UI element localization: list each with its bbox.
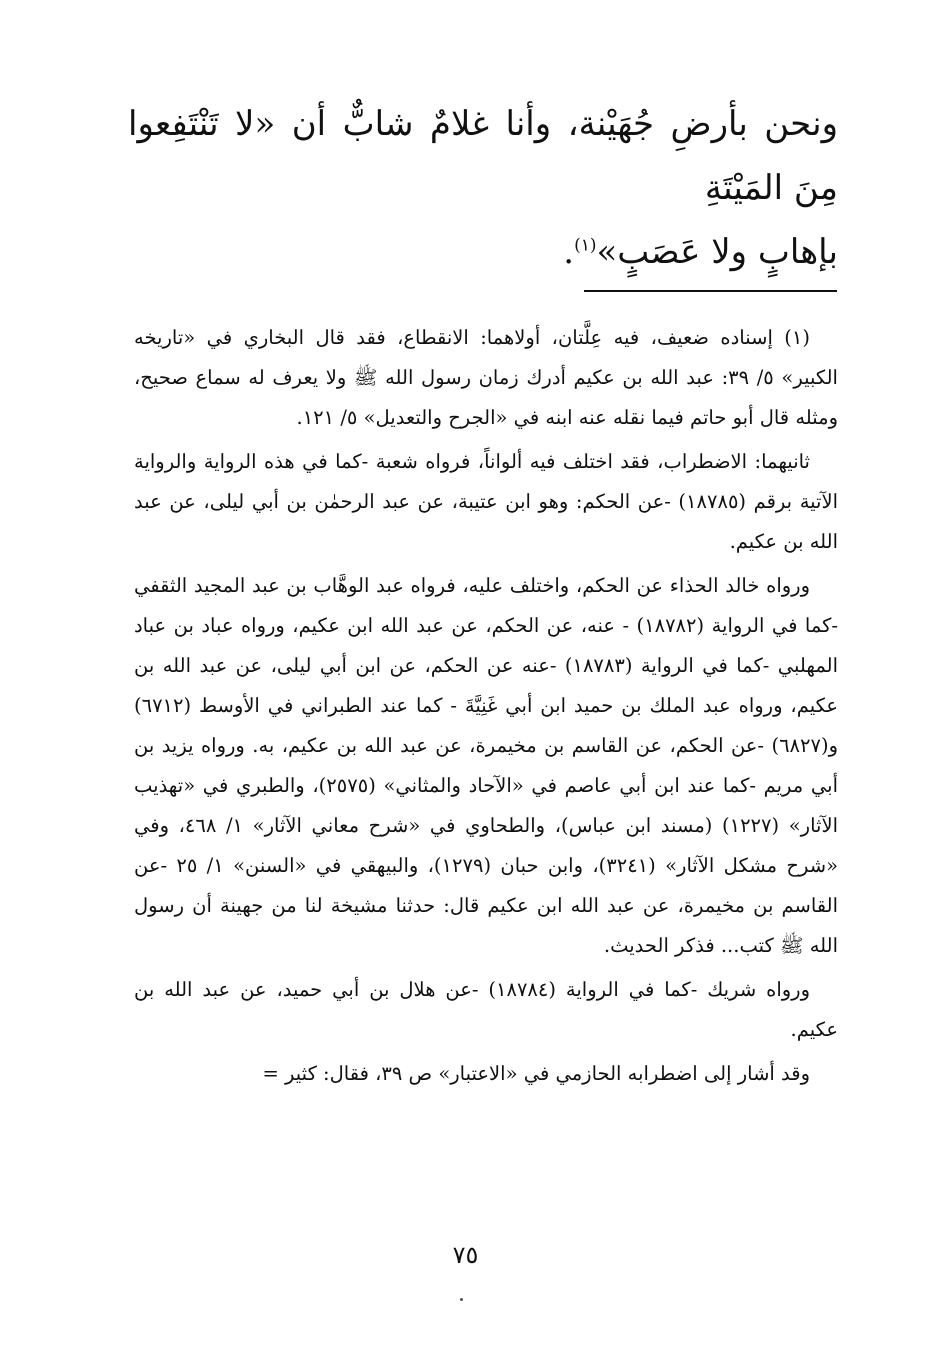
- scan-speck: [460, 1298, 463, 1301]
- page-number: ٧٥: [452, 1241, 479, 1269]
- main-text-line-2-content: بإهابٍ ولا عَصَبٍ»: [596, 232, 838, 272]
- footnote-paragraph-4: ورواه شريك -كما في الرواية (١٨٧٨٤) -عن هلال بن أبي حميد، عن عبد الله بن عكيم.: [134, 978, 838, 1041]
- footnote-separator-rule: [584, 290, 837, 292]
- main-text-line-1: ونحن بأرضِ جُهَيْنة، وأنا غلامٌ شابٌّ أن «لا تَنْتَفِعوا مِنَ المَيْتَةِ: [128, 104, 838, 208]
- footnote-paragraph-2: ثانيهما: الاضطراب، فقد اختلف فيه ألواناً، فرواه شعبة -كما في هذه الرواية والرواية الآتية برقم (١٨٧٨٥) -عن الحكم: وهو ابن عتيبة، عن عبد الرحمٰن بن أبي ليلى، عن عبد الله بن عكيم.: [134, 450, 838, 553]
- footnotes-section: [134, 318, 838, 1094]
- main-text-block: [128, 92, 838, 284]
- footnote-paragraph-1: (١) إسناده ضعيف، فيه عِلَّتان، أولاهما: الانقطاع، فقد قال البخاري في «تاريخه الكبير» ٥/ ٣٩: عبد الله بن عكيم أدرك زمان رسول الله ﷺ ولا يعرف له سماع صحيح، ومثله قال أبو حاتم فيما نقله عنه ابنه في «الجرح والتعديل» ٥/ ١٢١.: [134, 326, 838, 429]
- footnote-paragraph-3: ورواه خالد الحذاء عن الحكم، واختلف عليه، فرواه عبد الوهَّاب بن عبد المجيد الثقفي -كما في الرواية (١٨٧٨٢) - عنه، عن الحكم، عن عبد الله ابن عكيم، ورواه عباد بن عباد المهلبي -كما في الرواية (١٨٧٨٣) -عنه عن الحكم، عن ابن أبي ليلى، عن عبد الله بن عكيم، ورواه عبد الملك بن حميد ابن أبي غَنِيَّةَ - كما عند الطبراني في الأوسط (٦٧١٢) و(٦٨٢٧) -عن الحكم، عن القاسم بن مخيمرة، عن عبد الله بن عكيم، به. ورواه يزيد بن أبي مريم -كما عند ابن أبي عاصم في «الآحاد والمثاني» (٢٥٧٥)، والطبري في «تهذيب الآثار» (١٢٢٧) (مسند ابن عباس)، والطحاوي في «شرح معاني الآثار» ١/ ٤٦٨، وفي «شرح مشكل الآثار» (٣٢٤١)، وابن حبان (١٢٧٩)، والبيهقي في «السنن» ١/ ٢٥ -عن القاسم بن مخيمرة، عن عبد الله ابن عكيم قال: حدثنا مشيخة لنا من جهينة أن رسول الله ﷺ كتب... فذكر الحديث.: [134, 574, 839, 957]
- main-text-period: .: [563, 232, 575, 272]
- footnote-reference-marker[interactable]: (١): [574, 235, 597, 256]
- main-text-line-2: [128, 220, 838, 284]
- footnote-paragraph-5: وقد أشار إلى اضطرابه الحازمي في «الاعتبار» ص ٣٩، فقال: كثير =: [262, 1062, 810, 1085]
